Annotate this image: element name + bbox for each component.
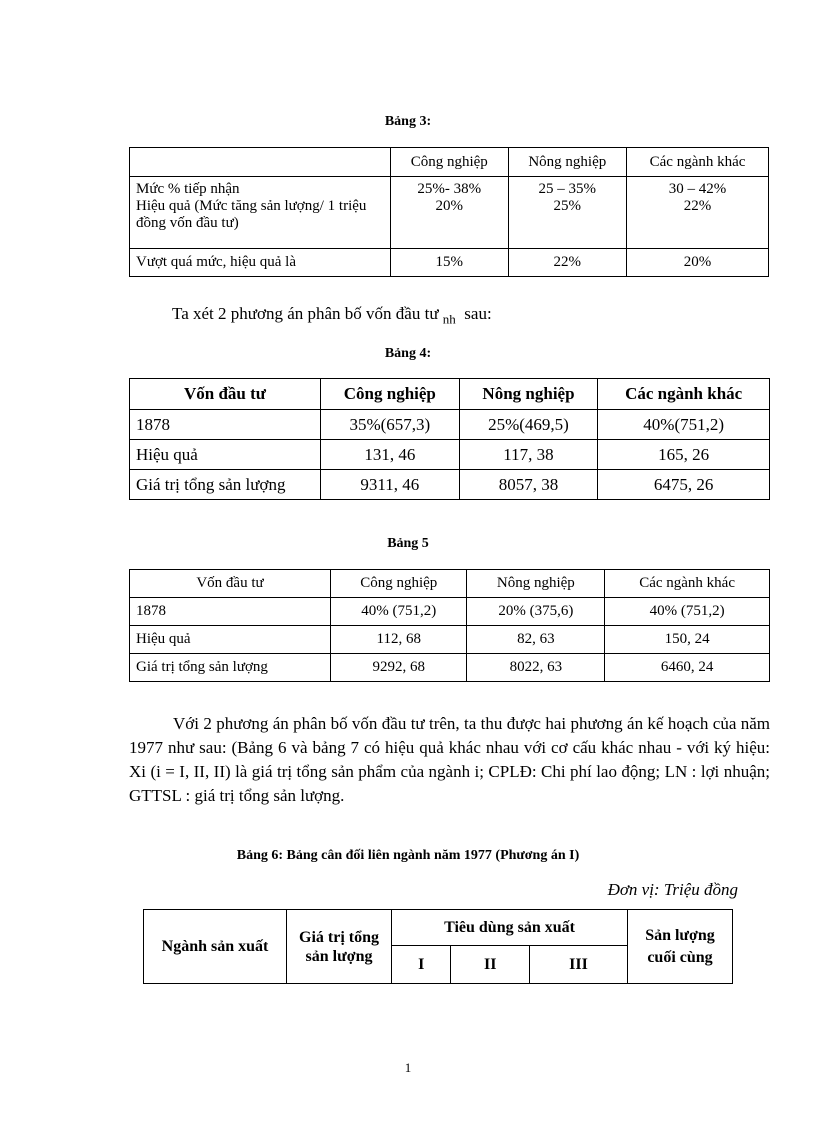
table5-cell: 6460, 24 xyxy=(605,654,770,682)
table3 xyxy=(129,147,769,277)
table3-agriculture-receive: 25 – 35% xyxy=(538,181,597,197)
table3-header-blank xyxy=(130,148,391,177)
table6-subcol-i: I xyxy=(392,946,451,984)
table4-header-other: Các ngành khác xyxy=(598,379,770,410)
table5-header-industry: Công nghiệp xyxy=(331,570,467,598)
table5-cell: Giá trị tổng sản lượng xyxy=(130,654,331,682)
table3-row2-other: 20% xyxy=(627,249,769,277)
table4-cell: Giá trị tổng sản lượng xyxy=(130,470,321,500)
table6-header-sector: Ngành sản xuất xyxy=(144,910,287,984)
table5-header-other: Các ngành khác xyxy=(605,570,770,598)
table6-subcol-ii: II xyxy=(451,946,530,984)
table-row xyxy=(130,410,770,440)
table3-industry-receive: 25%- 38% xyxy=(417,181,482,197)
table3-row2-label: Vượt quá mức, hiệu quả là xyxy=(130,249,391,277)
table6-subcol-iii: III xyxy=(530,946,628,984)
table5-cell: 8022, 63 xyxy=(467,654,605,682)
table5-cell: 9292, 68 xyxy=(331,654,467,682)
table5-cell: 20% (375,6) xyxy=(467,598,605,626)
table5-cell: 1878 xyxy=(130,598,331,626)
table5-cell: 150, 24 xyxy=(605,626,770,654)
table3-header-agriculture: Nông nghiệp xyxy=(508,148,627,177)
table5-cell: 40% (751,2) xyxy=(605,598,770,626)
table5-caption: Bảng 5 xyxy=(387,536,429,551)
table4-cell: 40%(751,2) xyxy=(598,410,770,440)
table-row xyxy=(130,626,770,654)
table3-row2-industry: 15% xyxy=(391,249,509,277)
table3-other-receive: 30 – 42% xyxy=(668,181,727,197)
intro-text-after: sau: xyxy=(464,304,492,323)
table5-cell: Hiệu quả xyxy=(130,626,331,654)
table3-industry-cell xyxy=(391,177,509,249)
table6-header-gross: Giá trị tổng sản lượng xyxy=(287,910,392,984)
table5-cell: 82, 63 xyxy=(467,626,605,654)
table3-row2-agriculture: 22% xyxy=(508,249,627,277)
intro-sentence xyxy=(172,304,492,327)
table6-header-final: Sản lượng cuối cùng xyxy=(628,910,733,984)
table4-cell: 165, 26 xyxy=(598,440,770,470)
table4-header-industry: Công nghiệp xyxy=(321,379,460,410)
table4-cell: 35%(657,3) xyxy=(321,410,460,440)
table4-cell: Hiệu quả xyxy=(130,440,321,470)
table5-header-capital: Vốn đầu tư xyxy=(130,570,331,598)
table3-caption: Bảng 3: xyxy=(384,114,432,129)
table-row xyxy=(130,440,770,470)
table6-caption: Bảng 6: Bảng cân đối liên ngành năm 1977 (Phương án I) xyxy=(236,848,580,863)
table5 xyxy=(129,569,770,682)
table4-cell: 1878 xyxy=(130,410,321,440)
table3-header-other: Các ngành khác xyxy=(627,148,769,177)
table-row xyxy=(130,598,770,626)
table4-cell: 9311, 46 xyxy=(321,470,460,500)
table-row xyxy=(130,654,770,682)
table6 xyxy=(143,909,733,984)
table4-cell: 117, 38 xyxy=(459,440,598,470)
intro-text-before: Ta xét 2 phương án phân bố vốn đầu tư xyxy=(172,304,439,323)
table4-header-agriculture: Nông nghiệp xyxy=(459,379,598,410)
table4-cell: 8057, 38 xyxy=(459,470,598,500)
table4-header-capital: Vốn đầu tư xyxy=(130,379,321,410)
table3-other-efficiency: 22% xyxy=(683,198,712,214)
page-number: 1 xyxy=(404,1060,412,1075)
table5-cell: 40% (751,2) xyxy=(331,598,467,626)
table-row xyxy=(130,470,770,500)
table5-header-agriculture: Nông nghiệp xyxy=(467,570,605,598)
table3-other-cell xyxy=(627,177,769,249)
table5-cell: 112, 68 xyxy=(331,626,467,654)
table4-cell: 25%(469,5) xyxy=(459,410,598,440)
unit-label: Đơn vị: Triệu đồng xyxy=(607,880,738,899)
table3-header-industry: Công nghiệp xyxy=(391,148,509,177)
table6-header-consumption: Tiêu dùng sản xuất xyxy=(392,910,628,946)
table4-cell: 6475, 26 xyxy=(598,470,770,500)
table4-caption: Bảng 4: xyxy=(384,346,432,361)
table3-row1-label xyxy=(130,177,391,249)
intro-sub: nh xyxy=(442,311,456,327)
table3-label-receive: Mức % tiếp nhận xyxy=(136,181,240,197)
table4 xyxy=(129,378,770,500)
table3-label-efficiency: Hiệu quả (Mức tăng sản lượng/ 1 triệu đồng vốn đầu tư) xyxy=(136,198,367,231)
table4-cell: 131, 46 xyxy=(321,440,460,470)
table3-industry-efficiency: 20% xyxy=(435,198,463,214)
table3-agriculture-efficiency: 25% xyxy=(553,198,582,214)
table3-agriculture-cell xyxy=(508,177,627,249)
body-paragraph: Với 2 phương án phân bố vốn đầu tư trên, ta thu được hai phương án kế hoạch của năm 1977 như sau: (Bảng 6 và bảng 7 có hiệu quả khác nhau với cơ cấu khác nhau - với ký hiệu: Xi (i = I, II, II) là giá trị tổng sản phẩm của ngành i; CPLĐ: Chi phí lao động; LN : lợi nhuận; GTTSL : giá trị tổng sản lượng. xyxy=(129,714,770,805)
